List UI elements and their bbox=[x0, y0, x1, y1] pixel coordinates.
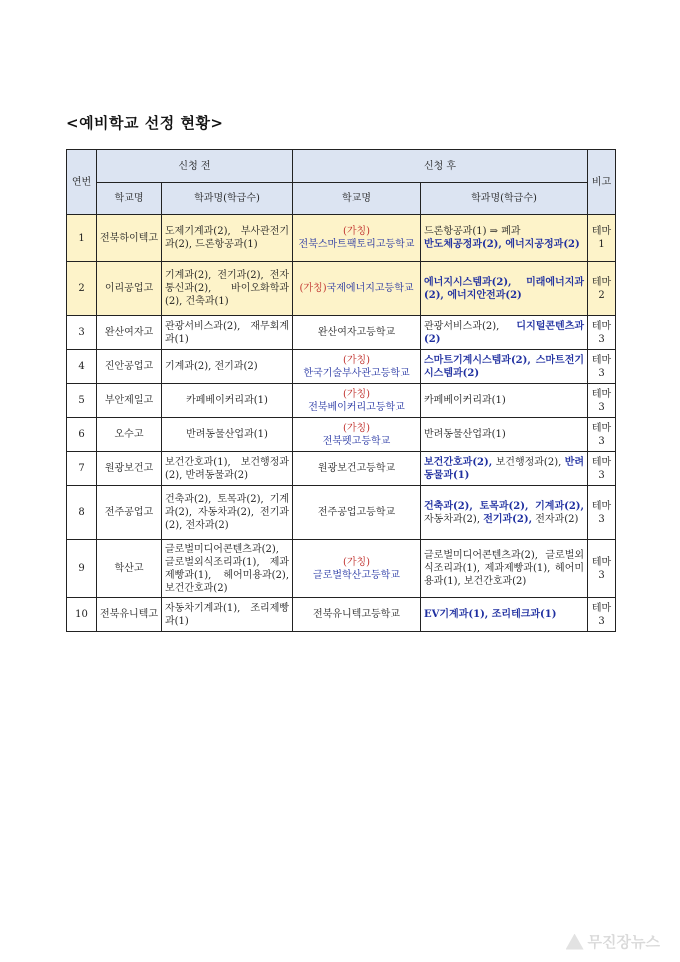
table-row bbox=[67, 350, 616, 384]
row-no: 5 bbox=[67, 384, 97, 418]
table-row bbox=[67, 384, 616, 418]
mountain-logo-icon bbox=[566, 934, 584, 950]
after-dept bbox=[421, 418, 588, 452]
after-dept bbox=[421, 316, 588, 350]
after-school bbox=[293, 262, 421, 316]
row-no: 10 bbox=[67, 598, 97, 632]
before-dept: 글로벌미디어콘텐츠과(2), 글로벌외식조리과(1), 제과제빵과(1), 헤어미용과(2), 보건간호과(2) bbox=[162, 540, 293, 598]
row-no: 2 bbox=[67, 262, 97, 316]
header-after: 신청 후 bbox=[293, 150, 588, 183]
header-before-dept: 학과명(학급수) bbox=[162, 183, 293, 215]
row-note: 테마3 bbox=[588, 540, 616, 598]
before-school: 전북유니텍고 bbox=[97, 598, 162, 632]
before-school: 완산여자고 bbox=[97, 316, 162, 350]
after-school-name: 전북펫고등학교 bbox=[322, 435, 391, 447]
after-dept-text: 보건행정과(2), bbox=[495, 456, 562, 468]
header-after-school: 학교명 bbox=[293, 183, 421, 215]
after-dept bbox=[421, 598, 588, 632]
watermark-text: 무진장뉴스 bbox=[587, 933, 660, 951]
after-school-name: 전북베이커리고등학교 bbox=[308, 401, 405, 413]
table-row bbox=[67, 262, 616, 316]
after-school-name: 국제에너지고등학교 bbox=[326, 283, 414, 294]
after-dept-highlight: 반도체공정과(2), 에너지공정과(2) bbox=[424, 239, 580, 250]
after-dept-text: 자동차과(2), bbox=[424, 513, 480, 525]
after-dept-highlight: 건축과(2), 토목과(2), 기계과(2), bbox=[424, 500, 585, 512]
row-no: 4 bbox=[67, 350, 97, 384]
after-dept-highlight: 보건간호과(2), bbox=[424, 456, 493, 468]
row-note: 테마3 bbox=[588, 384, 616, 418]
watermark bbox=[566, 931, 660, 952]
after-dept-highlight: EV기계과(1), 조리테크과(1) bbox=[424, 609, 557, 620]
after-dept-highlight: 디지털콘텐츠과(2) bbox=[424, 320, 585, 345]
header-note: 비고 bbox=[588, 150, 616, 215]
after-school-name: 원광보건고등학교 bbox=[317, 463, 396, 474]
row-note: 테마3 bbox=[588, 350, 616, 384]
row-note: 테마3 bbox=[588, 316, 616, 350]
after-dept bbox=[421, 486, 588, 540]
before-dept: 자동차기계과(1), 조리제빵과(1) bbox=[162, 598, 293, 632]
row-note: 테마3 bbox=[588, 452, 616, 486]
before-school: 원광보건고 bbox=[97, 452, 162, 486]
after-dept-highlight: 에너지시스템과(2), 미래에너지과(2), 에너지안전과(2) bbox=[424, 276, 585, 301]
after-school-name: 전북스마트팩토리고등학교 bbox=[298, 239, 415, 250]
after-school bbox=[293, 452, 421, 486]
row-note: 테마3 bbox=[588, 418, 616, 452]
after-school bbox=[293, 384, 421, 418]
after-dept bbox=[421, 350, 588, 384]
table-row bbox=[67, 486, 616, 540]
before-school: 학산고 bbox=[97, 540, 162, 598]
after-dept-highlight: 스마트기계시스템과(2), 스마트전기시스템과(2) bbox=[424, 354, 585, 379]
tentative-label: (가칭) bbox=[299, 283, 327, 294]
before-dept: 관광서비스과(2), 재무회계과(1) bbox=[162, 316, 293, 350]
row-no: 8 bbox=[67, 486, 97, 540]
after-dept bbox=[421, 215, 588, 262]
after-school bbox=[293, 486, 421, 540]
after-school bbox=[293, 350, 421, 384]
table-row bbox=[67, 598, 616, 632]
header-seq: 연번 bbox=[67, 150, 97, 215]
table-row bbox=[67, 452, 616, 486]
after-dept bbox=[421, 452, 588, 486]
table-row bbox=[67, 215, 616, 262]
after-school bbox=[293, 598, 421, 632]
after-dept-text: 반려동물산업과(1) bbox=[424, 429, 506, 440]
after-school-name: 완산여자고등학교 bbox=[317, 327, 396, 338]
tentative-label: (가칭) bbox=[342, 422, 371, 434]
after-school bbox=[293, 316, 421, 350]
before-school: 부안제일고 bbox=[97, 384, 162, 418]
before-dept: 도제기계과(2), 부사관전기과(2), 드론항공과(1) bbox=[162, 215, 293, 262]
before-dept: 기계과(2), 전기과(2), 전자통신과(2), 바이오화학과(2), 건축과(1) bbox=[162, 262, 293, 316]
table-row bbox=[67, 540, 616, 598]
after-school-name: 전북유니텍고등학교 bbox=[313, 609, 400, 620]
row-no: 7 bbox=[67, 452, 97, 486]
after-dept bbox=[421, 262, 588, 316]
before-dept: 카페베이커리과(1) bbox=[162, 384, 293, 418]
row-note: 테마1 bbox=[588, 215, 616, 262]
row-note: 테마3 bbox=[588, 598, 616, 632]
before-school: 전주공업고 bbox=[97, 486, 162, 540]
tentative-label: (가칭) bbox=[342, 388, 371, 400]
after-dept-highlight: 반려동물과(1) bbox=[424, 456, 585, 481]
page-heading: <예비학교 선정 현황> bbox=[66, 114, 224, 132]
before-school: 진안공업고 bbox=[97, 350, 162, 384]
before-dept: 반려동물산업과(1) bbox=[162, 418, 293, 452]
row-no: 3 bbox=[67, 316, 97, 350]
header-before: 신청 전 bbox=[97, 150, 293, 183]
after-dept-text: 글로벌미디어콘텐츠과(2), 글로벌외식조리과(1), 제과제빵과(1), 헤어미용과(1), 보건간호과(2) bbox=[424, 550, 585, 587]
before-dept: 건축과(2), 토목과(2), 기계과(2), 자동차과(2), 전기과(2), 전자과(2) bbox=[162, 486, 293, 540]
before-school: 이리공업고 bbox=[97, 262, 162, 316]
after-school bbox=[293, 540, 421, 598]
after-school-name: 전주공업고등학교 bbox=[317, 507, 396, 518]
after-dept-text: 카페베이커리과(1) bbox=[424, 395, 506, 406]
after-school bbox=[293, 418, 421, 452]
after-dept-text: 관광서비스과(2), bbox=[424, 320, 500, 332]
before-school: 오수고 bbox=[97, 418, 162, 452]
tentative-label: (가칭) bbox=[342, 226, 371, 237]
after-dept bbox=[421, 384, 588, 418]
row-note: 테마3 bbox=[588, 486, 616, 540]
after-dept-text: 드론항공과(1) ⇒ 폐과 bbox=[424, 226, 521, 237]
before-dept: 보건간호과(1), 보건행정과(2), 반려동물과(2) bbox=[162, 452, 293, 486]
pre-school-selection-table bbox=[66, 149, 616, 632]
table-row bbox=[67, 316, 616, 350]
header-before-school: 학교명 bbox=[97, 183, 162, 215]
after-school-name: 한국기술부사관고등학교 bbox=[303, 367, 410, 379]
after-school-name: 글로벌학산고등학교 bbox=[313, 569, 400, 581]
row-note: 테마2 bbox=[588, 262, 616, 316]
after-dept-text: 전자과(2) bbox=[535, 513, 579, 525]
row-no: 1 bbox=[67, 215, 97, 262]
tentative-label: (가칭) bbox=[342, 556, 371, 568]
before-school: 전북하이텍고 bbox=[97, 215, 162, 262]
after-school bbox=[293, 215, 421, 262]
header-after-dept: 학과명(학급수) bbox=[421, 183, 588, 215]
row-no: 6 bbox=[67, 418, 97, 452]
table-row bbox=[67, 418, 616, 452]
tentative-label: (가칭) bbox=[342, 354, 371, 366]
after-dept bbox=[421, 540, 588, 598]
after-dept-highlight: 전기과(2), bbox=[483, 513, 533, 525]
row-no: 9 bbox=[67, 540, 97, 598]
before-dept: 기계과(2), 전기과(2) bbox=[162, 350, 293, 384]
